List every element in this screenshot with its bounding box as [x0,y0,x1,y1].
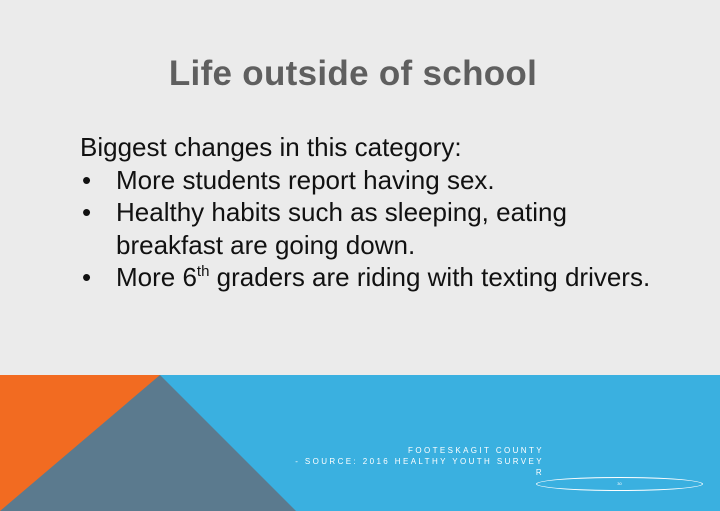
footer-line-county: FOOTESKAGIT COUNTY [408,446,544,455]
slide-body [80,131,680,294]
bullet-text: Healthy habits such as sleeping, eating breakfast are going down. [116,197,567,260]
bullet-icon: • [82,262,92,292]
bullet-icon: • [82,197,92,227]
page-number-pill [536,477,703,491]
bullet-icon: • [82,164,92,195]
bullet-list [80,164,680,294]
ordinal-suffix: th [196,263,210,280]
bullet-item [80,164,680,197]
bullet-item [80,261,680,294]
footer-line-tail: R [535,468,544,477]
slide-title: Life outside of school [168,54,538,93]
bullet-item [80,196,680,261]
bullet-text: More students report having sex. [116,164,495,195]
intro-text: Biggest changes in this category: [80,132,462,162]
page-number: 30 [617,481,622,486]
bullet-text-end: graders are riding with texting drivers. [209,262,651,292]
footer-line-source: - SOURCE: 2016 HEALTHY YOUTH SURVEY [295,457,544,466]
bullet-text-start: More 6 [116,262,197,292]
footer-text [295,445,544,478]
